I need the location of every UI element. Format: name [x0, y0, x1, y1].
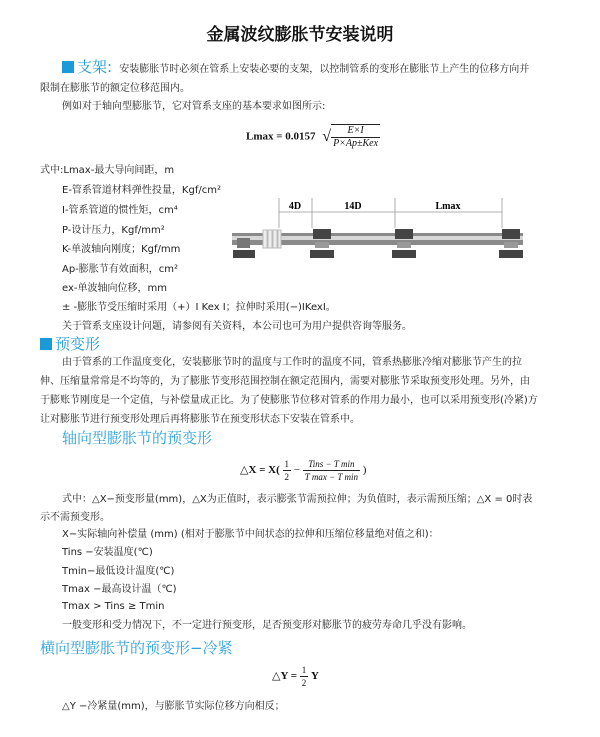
predeform-para-line: 于膨账节刚度是一个定值，与补偿量成正比。为了使膨胀节位移对管系的作用力最小，也可以采用预变形(冷紧)方 — [40, 395, 538, 406]
formula-rhs: Y — [311, 670, 319, 683]
support-intro-line-1: 安装膨胀节时必须在管系上安装必要的支架，以控制管系的变形在膨胀节上产生的位移方向并 — [119, 64, 530, 75]
predeform-para-line: 让对膨胀节进行预变形处理后再将膨胀节在预变形状态下安装在管系中。 — [40, 414, 360, 425]
formula-lhs: △X = X( — [240, 464, 280, 477]
axial-line: 一般变形和受力情况下，不一定进行预变形，足否预变形对膨胀节的疲劳寿命几乎没有影响。 — [62, 620, 472, 631]
dim-lmax: Lmax — [435, 201, 461, 212]
half-fraction — [300, 664, 309, 689]
def-line: P-设计压力，Kgf/mm² — [62, 225, 165, 236]
lateral-line: △Y −冷紧量(mm)，与膨胀节实际位移方向相反； — [62, 701, 285, 712]
def-line: 式中:Lmax-最大导向间距，m — [40, 165, 175, 176]
half-numerator: 1 — [301, 665, 307, 675]
temp-numerator: Tins − T min — [303, 458, 360, 471]
half-fraction — [283, 458, 292, 483]
def-line: I-管系管道的惯性矩，cm⁴ — [62, 205, 178, 216]
half-denominator: 2 — [284, 472, 290, 482]
predeform-para-line: 伸、压缩量常常是不均等的，为了膨胀节变形范围控制在额定范围内，需要对膨胀节采取预变形处理。另外，由 — [40, 376, 530, 387]
formula-numerator: E×I — [331, 125, 380, 138]
lateral-heading: 横向型膨胀节的预变形−冷紧 — [40, 639, 233, 657]
axial-line: Tmin−最低设计温度(℃) — [62, 566, 175, 577]
predeform-heading — [40, 336, 100, 352]
def-line: Ap-膨胀节有效面积，cm² — [62, 264, 179, 275]
def-line: 关于管系支座设计问题，请参阅有关资料，本公司也可为用户提供咨询等服务。 — [62, 321, 412, 332]
axial-line: 式中：△X−预变形量(mm)，△X为正值时，表示膨张节需预拉伸；为负值时，表示需预压缩；△X = 0时表 — [62, 494, 533, 505]
axial-line: Tmax > Tins ≥ Tmin — [62, 601, 165, 612]
formula-denominator: P×Ap±Kex — [333, 138, 379, 149]
temp-fraction — [303, 458, 360, 483]
temp-denominator: T max − T min — [304, 472, 359, 482]
axial-line: Tins −安装温度(℃) — [62, 547, 153, 558]
page-title: 金属波纹膨胀节安装说明 — [206, 25, 394, 45]
formula-minus: − — [293, 464, 300, 477]
axial-line: Tmax −最高设计温（℃) — [62, 584, 177, 595]
half-denominator: 2 — [301, 678, 307, 688]
predeform-heading-text: 预变形 — [55, 335, 101, 353]
predeform-para-line: 由于管系的工作温度变化，安装膨胀节时的温度与工作时的温度不同，管系热膨胀冷缩对膨胀节产生的拉 — [62, 357, 522, 368]
formula-lhs: △Y = — [272, 670, 298, 683]
support-heading-text: 支架: — [77, 58, 113, 76]
axial-heading: 轴向型膨胀节的预变形 — [62, 429, 213, 447]
square-bullet-icon — [40, 338, 52, 350]
lateral-formula — [272, 664, 319, 689]
formula-lhs: Lmax = 0.0157 — [246, 130, 316, 143]
def-line: ± -膨胀节受压缩时采用（+）I Kex I；拉伸时采用(−)IKexI。 — [62, 302, 336, 313]
dim-4d: 4D — [288, 201, 302, 212]
half-numerator: 1 — [284, 459, 290, 469]
def-line: E-管系管道材料弹性投量，Kgf/cm² — [62, 185, 221, 196]
def-line: ex-单波轴向位移，mm — [62, 283, 167, 294]
axial-formula — [240, 458, 366, 483]
support-example: 例如对于轴向型膨胀节，它对管系支座的基本要求如图所示: — [62, 101, 326, 112]
lmax-formula: Lmax = 0.0157 √ $\frac{E\times I}{\text{P×Ap±Kex}}$ — [246, 125, 379, 149]
dim-14d: 14D — [344, 201, 362, 212]
axial-line: X−实际轴向补偿量 (mm) (相对于膨胀节中间状态的拉伸和压缩位移量绝对值之和)： — [62, 529, 439, 540]
def-line: K-单波轴向刚度；Kgf/mm — [62, 244, 181, 255]
formula-rhs: ) — [362, 464, 367, 477]
axial-line: 示不需预变形。 — [40, 512, 110, 523]
bellows — [263, 230, 281, 248]
support-intro-line-2: 限制在膨胀节的额定位移范围内。 — [40, 83, 190, 94]
